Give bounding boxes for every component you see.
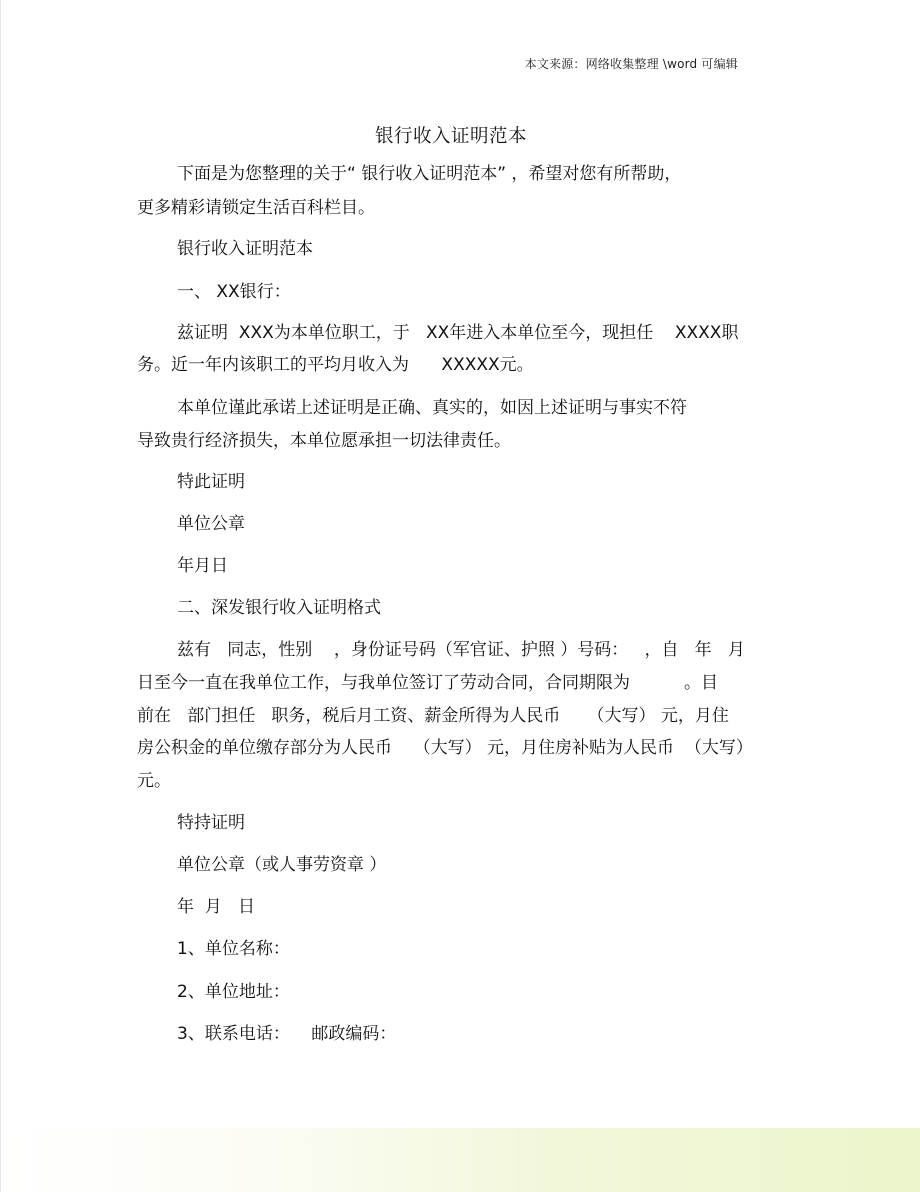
paragraph-line: 房公积金的单位缴存部分为人民币 （大写） 元，月住房补贴为人民币 （大写） — [137, 738, 753, 758]
paragraph-line: 导致贵行经济损失，本单位愿承担一切法律责任。 — [137, 431, 511, 451]
paragraph-line: 务。近一年内该职工的平均月收入为 XXXXX元。 — [137, 355, 534, 375]
certify-line: 特此证明 — [177, 472, 245, 492]
date-line: 年月日 — [177, 556, 228, 576]
paragraph-line: 本单位谨此承诺上述证明是正确、真实的，如因上述证明与事实不符 — [177, 398, 687, 418]
seal-line: 单位公章（或人事劳资章 ） — [177, 855, 387, 875]
field-unit-name: 1、单位名称： — [177, 939, 290, 959]
field-phone-postcode: 3、联系电话： 邮政编码： — [177, 1024, 397, 1044]
paragraph-line: 兹证明 XXX为本单位职工，于 XX年进入本单位至今，现担任 XXXX职 — [177, 323, 739, 343]
section-one-heading: 一、 XX银行： — [177, 282, 291, 302]
field-unit-address: 2、单位地址： — [177, 982, 290, 1002]
seal-line: 单位公章 — [177, 514, 245, 534]
paragraph-line: 元。 — [137, 771, 171, 791]
paragraph-line: 兹有 同志，性别 ，身份证号码（军官证、护照 ）号码： ，自 年 月 — [177, 640, 745, 660]
intro-line-2: 更多精彩请锁定生活百科栏目。 — [137, 198, 375, 218]
section-heading: 银行收入证明范本 — [177, 239, 313, 259]
paragraph-line: 前在 部门担任 职务，税后月工资、薪金所得为人民币 （大写） 元，月住 — [137, 706, 729, 726]
certify-line: 特持证明 — [177, 813, 245, 833]
document-title: 银行收入证明范本 — [374, 126, 527, 147]
source-note: 本文来源：网络收集整理 \word 可编辑 — [524, 57, 738, 71]
date-line: 年 月 日 — [177, 897, 256, 917]
footer-decoration — [1, 1128, 920, 1192]
intro-line-1: 下面是为您整理的关于“ 银行收入证明范本” ，希望对您有所帮助， — [177, 164, 682, 184]
paragraph-line: 日至今一直在我单位工作，与我单位签订了劳动合同，合同期限为 。目 — [137, 673, 719, 693]
section-two-heading: 二、深发银行收入证明格式 — [177, 598, 381, 618]
